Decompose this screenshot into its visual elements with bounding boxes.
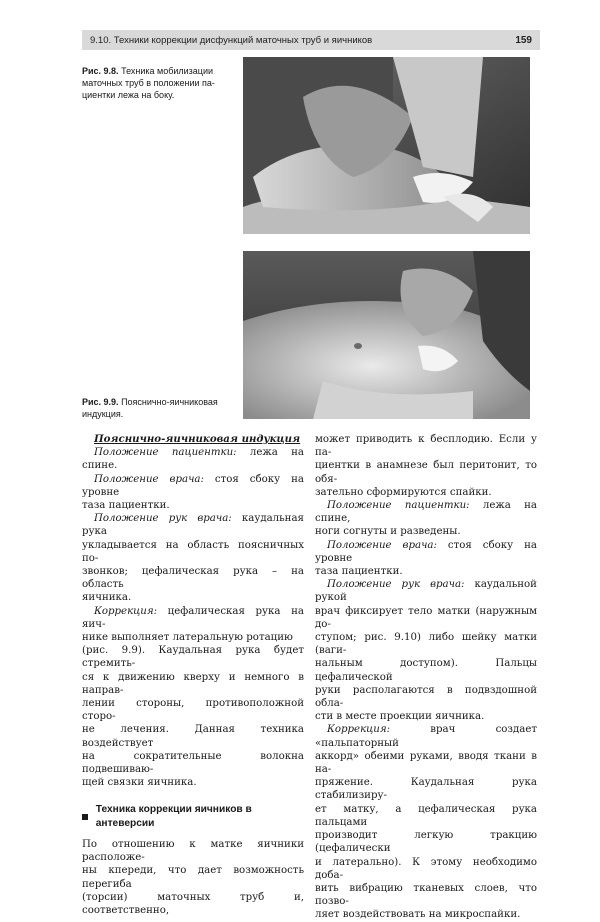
paragraph: Положение рук врача: каудальной рукой (315, 579, 537, 604)
paragraph: Коррекция: цефалическая рука на яич- (82, 605, 304, 630)
paragraph: Коррекция: врач создает «пальпаторный (315, 724, 537, 749)
text-line: укладывается на область поясничных по- (82, 539, 304, 564)
text-line: ет матку, а цефалическая рука пальцами (315, 803, 537, 828)
text-line: таза пациентки. (315, 566, 403, 578)
text-line: зательно сформируются спайки. (315, 486, 492, 498)
bullet-square-icon (82, 814, 88, 820)
text-line: вить вибрацию тканевых слоев, что позво- (315, 882, 537, 908)
text-line: может приводить к бесплодию. Если у па- (315, 434, 537, 459)
left-column (82, 433, 304, 917)
paragraph: Положение пациентки: лежа на спине. (82, 447, 304, 472)
figure-label: Рис. 9.8. (82, 66, 119, 76)
figure-photo-9-8 (243, 57, 530, 234)
running-title: 9.10. Техники коррекции дисфункций маточных труб и яичников (90, 34, 373, 46)
text-line: ляет воздействовать на микроспайки. (315, 909, 521, 921)
figure-caption-9-9: Рис. 9.9. Пояснично-яичниковая индукция. (82, 397, 218, 419)
text-line: звонков; цефалическая рука – на область (82, 566, 304, 591)
text-line: производит легкую тракцию (цефалически (315, 830, 537, 855)
paragraph-cont: таза пациентки. (82, 500, 170, 512)
page-number: 159 (515, 34, 532, 46)
section-heading: Техника коррекции яичников в антеверсии (82, 803, 304, 829)
text-line: По отношению к матке яичники расположе- (82, 838, 304, 864)
text-line: (рис. 9.9). Каудальная рука будет стремить- (82, 645, 304, 670)
subheading: Пояснично-яичниковая индукция (94, 433, 301, 445)
figure-caption-9-8: Рис. 9.8. Техника мобилизации маточных труб в положении па- циентки лежа на боку. (82, 66, 215, 100)
text-line: (торсии) маточных труб и, соответственно, (82, 891, 304, 916)
text-line: не лечения. Данная техника воздействует (82, 724, 304, 749)
text-line: нике выполняет латеральную ротацию (82, 632, 293, 644)
text-line: ноги согнуты и разведены. (315, 526, 461, 538)
running-header (82, 30, 540, 50)
figure-photo-9-9 (243, 251, 530, 419)
paragraph: Положение врача: стоя сбоку на уровне (315, 539, 537, 564)
text-line: лении стороны, противоположной сторо- (82, 698, 304, 723)
text-line: пряжение. Каудальная рука стабилизиру- (315, 777, 537, 802)
text-line: сти в месте проекции яичника. (315, 711, 485, 723)
paragraph: Положение рук врача: каудальная рука (82, 513, 304, 538)
text-line: циентки в анамнезе был перитонит, то обя- (315, 460, 537, 485)
text-line: и латерально). К этому необходимо доба- (315, 856, 537, 881)
text-line: аккорд» обеими руками, вводя ткани в на- (315, 750, 537, 776)
paragraph: Положение врача: стоя сбоку на уровне (82, 473, 304, 498)
text-line: щей связки яичника. (82, 777, 197, 789)
paragraph: Положение пациентки: лежа на спине, (315, 500, 537, 525)
figure-label: Рис. 9.9. (82, 397, 119, 407)
text-line: врач фиксирует тело матки (наружным до- (315, 605, 537, 630)
text-line: нальным доступом). Пальцы цефалической (315, 658, 537, 683)
text-line: на сократительные волокна подвешиваю- (82, 750, 304, 776)
right-column (315, 433, 537, 922)
text-line: ны кпереди, что дает возможность перегиба (82, 865, 304, 890)
text-line: яичника. (82, 592, 132, 604)
text-line: руки располагаются в подвздошной обла- (315, 684, 537, 710)
text-line: ступом; рис. 9.10) либо шейку матки (ваги- (315, 632, 537, 657)
text-line: ся к движению кверху и немного в направ- (82, 671, 304, 696)
